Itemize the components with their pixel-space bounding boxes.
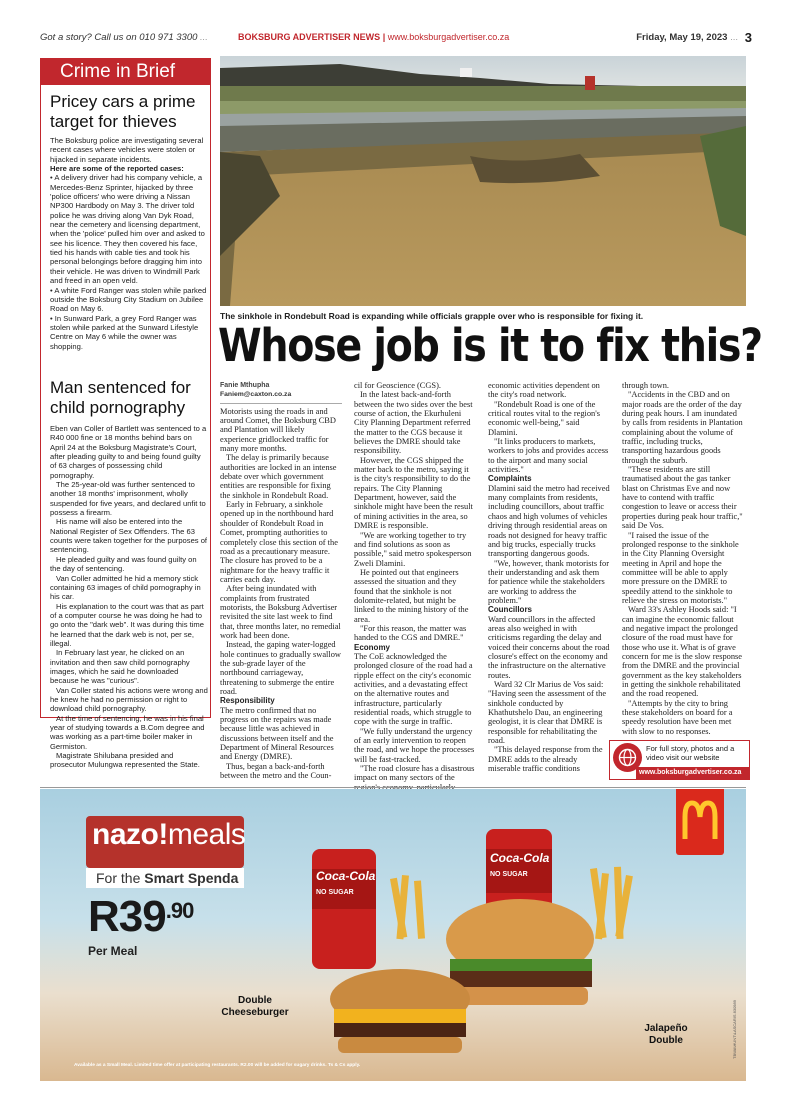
article-paragraph: However, the CGS shipped the matter back to the metro, saying it is the city's responsibility to do the repairs. The City Planning Department, however, said the sinkhole might have been the result of mining activities in the area, so DMRE is responsible.: [354, 455, 473, 531]
story2-paragraph: The 25-year-old was further sentenced to another 18 months' imprisonment, wholly suspended for five years, and declared unfit to possess a firearm.: [50, 480, 206, 518]
mcdonalds-advert[interactable]: [40, 789, 746, 1081]
cola-can-right: Coca-Cola NO SUGAR: [490, 851, 550, 878]
article-paragraph: "It links producers to markets, workers to jobs and provides access to the airport and many social activities.": [488, 437, 609, 475]
crime-brief-title: Crime in Brief: [40, 58, 211, 85]
story2-paragraph: Van Coller admitted he hid a memory stick containing 63 images of child pornography in his car.: [50, 573, 201, 602]
story2-paragraph: At the time of sentencing, he was in his final year of studying towards a B.Com degree and was working as a part-time boiler maker in Germiston.: [50, 713, 205, 751]
article-paragraph: After being inundated with complaints from frustrated motorists, the Boksburg Advertiser revisited the site last week to find that, three months later, no remedial work had been done.: [220, 584, 341, 640]
article-paragraph: Thus, began a back-and-forth between the metro and the Coun-: [220, 761, 332, 781]
publication-name: BOKSBURG ADVERTISER NEWS | www.boksburgadvertiser.co.za: [238, 32, 510, 42]
article-paragraph: In the latest back-and-forth between the two sides over the best course of action, the Ekurhuleni City Planning Department referred the matter to the CGS because it believes the DMRE should take responsibility.: [354, 390, 473, 456]
article-paragraph: The delay is primarily because authorities are locked in an intense debate over which government entities are responsible for fixing the sinkhole in Rondebult Road.: [220, 453, 337, 500]
photo-caption: The sinkhole in Rondebult Road is expanding while officials grapple over who is responsible for fixing it.: [220, 311, 644, 321]
article-paragraph: Instead, the gaping water-logged hole continues to gradually swallow the sub-grade layer of the northbound carriageway, threatening to submerge the entire road.: [220, 640, 341, 696]
article-paragraph: "We fully understand the urgency of an early intervention to reopen the road, and we hope the processes will be fast-tracked.: [354, 726, 475, 764]
page-header: [40, 32, 752, 46]
article-paragraph: Ward councillors in the affected areas also weighed in with criticisms regarding the delay and voiced their concerns about the road closure's effect on the economy and the infrastructure on the alternative routes.: [488, 614, 610, 680]
article-column-4: [622, 381, 744, 736]
story1-case3: • In Sunward Park, a grey Ford Ranger was stolen while parked at the Sunward Lifestyle Centre on May 6 while the owner was shopping.: [50, 313, 199, 351]
nazo-meals-logo: nazo!meals: [86, 816, 244, 868]
label-double-cheeseburger: Double Cheeseburger: [221, 995, 289, 1018]
publication-url[interactable]: www.boksburgadvertiser.co.za: [387, 32, 510, 42]
article-column-3: [488, 381, 610, 773]
article-paragraph: Ward 33's Ashley Hoods said: "I can imagine the economic fallout and negative impact the prolonged closure of the road must have for those who use it. What is of grave concern for me is the slow response from the DMRE and the provincial government as the key stakeholders in getting the sinkhole rehabilitated and the road reopened.: [622, 605, 743, 699]
article-paragraph: "Rondebult Road is one of the critical routes vital to the region's economic well-being," said Dlamini.: [488, 399, 600, 437]
story1-subhead: Here are some of the reported cases:: [50, 164, 184, 174]
byline: Fanie Mthupha: [220, 382, 270, 389]
ad-tagline: For the Smart Spenda: [86, 868, 244, 888]
article-paragraph: The CoE acknowledged the prolonged closure of the road had a ripple effect on the city's economic activities, and a devastating effect on the alternative routes and infrastructure, particularly residential roads, which struggle to cope with the surge in traffic.: [354, 651, 473, 727]
article-paragraph: "For this reason, the matter was handed to the CGS and DMRE.": [354, 623, 467, 643]
article-paragraph: economic activities dependent on the city's road network.: [488, 381, 600, 400]
ad-price: $R39^{.90}$: [88, 892, 194, 941]
ad-agency-code: TBWA\HUNT\LASCARIS 830989: [732, 1000, 737, 1059]
article-paragraph: "We are working together to try and find solutions as soon as possible," said metro spokesperson Zweli Dlamini.: [354, 530, 472, 568]
website-promo[interactable]: [609, 740, 750, 780]
story1-heading: Pricey cars a prime target for thieves: [50, 92, 196, 131]
article-paragraph: cil for Geoscience (CGS).: [354, 381, 441, 390]
article-paragraph: through town.: [622, 381, 669, 390]
article-paragraph: He pointed out that engineers assessed the situation and they found that the sinkhole is not dolomite-related, but might be linked to the mining history of the area.: [354, 567, 469, 624]
story2-paragraph: In February last year, he clicked on an invitation and then saw child pornography images, which he said he downloaded because he was "curious".: [50, 648, 190, 686]
cola-can-left: Coca-Cola NO SUGAR: [316, 869, 376, 896]
article-paragraph: "Attempts by the city to bring these stakeholders on board for a speedy resolution have been met with slow to no responses.: [622, 698, 733, 736]
story2-paragraph: His name will also be entered into the National Register of Sex Offenders. The 63 counts were taken together for the purposes of sentencing.: [50, 517, 208, 555]
article-column-2: [354, 381, 476, 792]
ad-per-meal: Per Meal: [88, 944, 138, 958]
page-number: 3: [744, 30, 752, 45]
subhead-responsibility: Responsibility: [220, 696, 275, 706]
main-headline: Whose job is it to fix this?: [218, 319, 762, 372]
subhead-councillors: Councillors: [488, 605, 533, 615]
story2-paragraph: He pleaded guilty and was found guilty on the day of sentencing.: [50, 554, 197, 574]
article-paragraph: Dlamini said the metro had received many complaints from residents, including councillors, about traffic chaos and high volumes of vehicles driving through residential areas on roads not designed for heavy traffic and big trucks, especially trucks transporting dangerous goods.: [488, 483, 610, 559]
story2-paragraph: Magistrate Shilubana presided and prosecutor Mulungwa represented the State.: [50, 751, 200, 770]
promo-text: For full story, photos and a video visit our website: [646, 744, 735, 762]
story2-paragraph: His explanation to the court was that as part of a computer course he was doing he had to go onto the "dark web". It was during this time he learned that the dark web is not, per se, illegal.: [50, 601, 204, 648]
story1-intro: The Boksburg police are investigating several recent cases where vehicles were stolen or hijacked in separate incidents.: [50, 136, 204, 164]
article-paragraph: "The road closure has a disastrous impact on many sectors of the: [354, 764, 475, 783]
story2-body: [50, 424, 208, 770]
story1-body: [50, 136, 208, 351]
article-paragraph: "This delayed response from the DMRE adds to the already miserable traffic conditions: [488, 745, 603, 774]
section-divider: [40, 787, 746, 788]
promo-url[interactable]: www.boksburgadvertiser.co.za: [636, 767, 749, 779]
article-paragraph: "Accidents in the CBD and on major roads are the order of the day during peak hours. I am inundated by calls from residents in Plantation complaining about the volume of traffic, including trucks, transporting hazardous goods through the suburb.: [622, 390, 743, 465]
ad-fine-print: Available as a Small Meal. Limited time offer at participating restaurants. R2.00 will be added for sugary drinks. Ts & Cs apply.: [74, 1063, 361, 1068]
author-email[interactable]: Faniem@caxton.co.za: [220, 390, 342, 403]
article-paragraph: Motorists using the roads in and around Comet, the Boksburg CBD and Plantation will likely experience gridlocked traffic for many more months.: [220, 406, 336, 454]
story2-paragraph: Van Coller stated his actions were wrong and he knew he had no permission or right to download child pornography.: [50, 685, 208, 714]
article-paragraph: The metro confirmed that no progress on the repairs was made because little was achieved in discussions between itself and the Department of Mineral Resources and Energy (DMRE).: [220, 705, 334, 762]
sinkhole-photo: [220, 56, 746, 306]
issue-date: Friday, May 19, 2023 ...: [636, 32, 738, 43]
article-paragraph: "We, however, thank motorists for their understanding and ask them for patience while the stakeholders are working to address the problem.": [488, 558, 609, 605]
subhead-complaints: Complaints: [488, 474, 532, 484]
article-paragraph: Early in February, a sinkhole opened up in the northbound hard shoulder of Rondebult Road in Comet, prompting authorities to completely close this section of the road as a precautionary measure. The closure has proved to be a nightmare for the heavy traffic it carries each day.: [220, 500, 338, 584]
subhead-economy: Economy: [354, 642, 391, 652]
article-paragraph: Ward 32 Clr Marius de Vos said: "Having seen the assessment of the sinkhole conducted by Khathutshelo Dau, an engineering geologist, it is clear that DMRE is responsible for rehabilitating the road.: [488, 680, 607, 746]
article-paragraph: "These residents are still traumatised about the gas tanker blast on Christmas Eve and now have to contend with traffic congestion to leave or access their properties during peak hour traffic," said De Vos.: [622, 465, 743, 531]
story1-case1: • A delivery driver had his company vehicle, a Mercedes-Benz Sprinter, hijacked by three 'police officers' who were driving a Nissan NP300 Hardbody on May 3. The driver told police he was driving along Van Dyk Road, near the cemetery and licensing department, when the 'police' pulled him over and asked to see his licence. They then covered his face, tied his hands with cable ties and took his personal belongings before dragging him into their vehicle. He was driven to Windmill Park and freed in an open veld.: [50, 173, 205, 286]
story-hotline: Got a story? Call us on 010 971 3300 ...: [40, 32, 208, 43]
story2-heading: Man sentenced for child pornography: [50, 378, 191, 417]
story1-case2: • A white Ford Ranger was stolen while parked outside the Boksburg City Stadium on Jubilee Road on May 6.: [50, 285, 207, 314]
article-paragraph: "I raised the issue of the prolonged response to the sinkhole in the City Planning Oversight meeting in April and hope the committee will be able to apply more pressure on the DMRE to speedily attend to the sinkhole to relieve the stress on motorists.": [622, 530, 739, 605]
label-jalapeno-double: Jalapeño Double: [644, 1023, 688, 1046]
story2-paragraph: Eben van Coller of Bartlett was sentenced to a R40 000 fine or 18 months behind bars on April 24 at the Boksburg Magistrate's Court, after pleading guilty to and being found guilty of 63 charges of possessing child pornography.: [50, 424, 207, 480]
article-column-1: [220, 381, 342, 780]
